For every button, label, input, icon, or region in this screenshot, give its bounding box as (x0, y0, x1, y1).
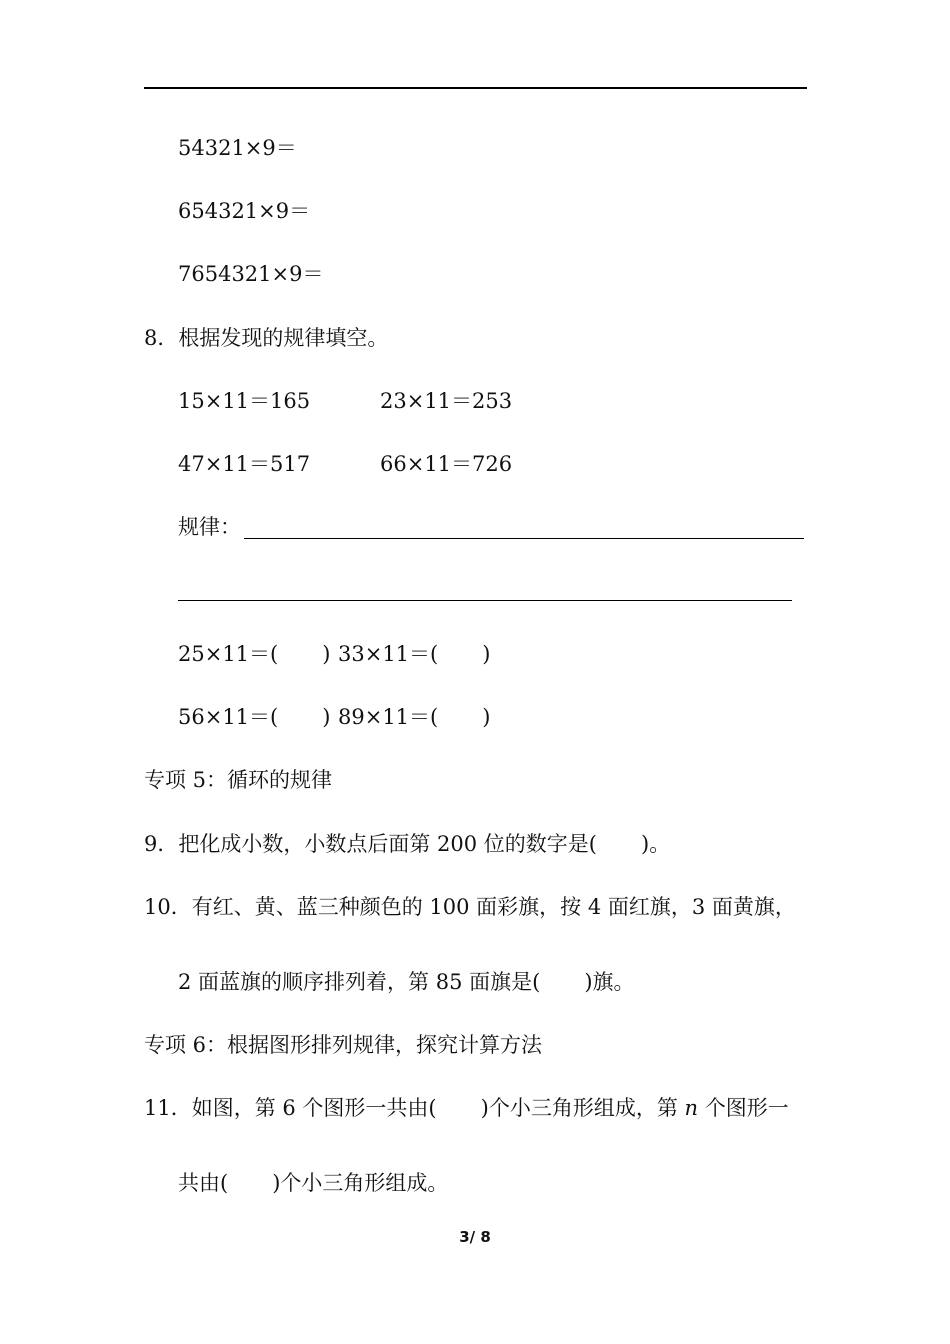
question-11-line-1 (144, 1098, 789, 1119)
rule-answer-line-2[interactable] (178, 600, 792, 601)
fill-89x11-close: ) (482, 705, 491, 729)
fill-25x11: 25×11＝( (178, 642, 279, 666)
fill-row-2b (338, 707, 490, 728)
fill-56x11-close: ) (322, 705, 331, 729)
section-6-title: 专项 6：根据图形排列规律，探究计算方法 (144, 1033, 543, 1057)
variable-n: n (684, 1096, 699, 1120)
equation-654321: 654321×9＝ (178, 199, 311, 223)
rule-label: 规律： (178, 515, 241, 539)
question-11-line-2 (178, 1173, 448, 1194)
example-15x11: 15×11＝165 (178, 389, 311, 413)
example-47x11: 47×11＝517 (178, 452, 311, 476)
fill-25x11-close: ) (322, 642, 331, 666)
fill-33x11-close: ) (482, 642, 491, 666)
question-9-close: )。 (641, 832, 671, 856)
question-11-text-d: 共由( (178, 1171, 229, 1195)
section-5-title: 专项 5：循环的规律 (144, 768, 333, 792)
fill-33x11: 33×11＝( (338, 642, 439, 666)
question-10-text: 2 面蓝旗的顺序排列着，第 85 面旗是( (178, 970, 541, 994)
fill-row-1b (338, 644, 490, 665)
fill-row-1 (178, 644, 330, 665)
question-11-text-a: 11．如图，第 6 个图形一共由( (144, 1096, 437, 1120)
example-66x11: 66×11＝726 (380, 452, 513, 476)
top-divider (144, 87, 807, 89)
question-11-text-b: )个小三角形组成，第 (480, 1096, 685, 1120)
equation-54321: 54321×9＝ (178, 136, 297, 160)
question-11-text-c: 个图形一 (698, 1096, 789, 1120)
question-10-close: )旗。 (584, 970, 635, 994)
question-9 (144, 834, 670, 855)
rule-answer-line-1[interactable] (244, 538, 804, 539)
fill-row-2 (178, 707, 330, 728)
question-11-text-e: )个小三角形组成。 (272, 1171, 449, 1195)
page-number: 3/ 8 (459, 1228, 491, 1246)
question-9-text: 9．把化成小数，小数点后面第 200 位的数字是( (144, 832, 597, 856)
question-8-title: 8．根据发现的规律填空。 (144, 326, 389, 350)
question-10-line-1: 10．有红、黄、蓝三种颜色的 100 面彩旗，按 4 面红旗，3 面黄旗， (144, 895, 796, 919)
fill-56x11: 56×11＝( (178, 705, 279, 729)
fill-89x11: 89×11＝( (338, 705, 439, 729)
equation-7654321: 7654321×9＝ (178, 262, 324, 286)
question-10-line-2 (178, 972, 635, 993)
example-23x11: 23×11＝253 (380, 389, 513, 413)
